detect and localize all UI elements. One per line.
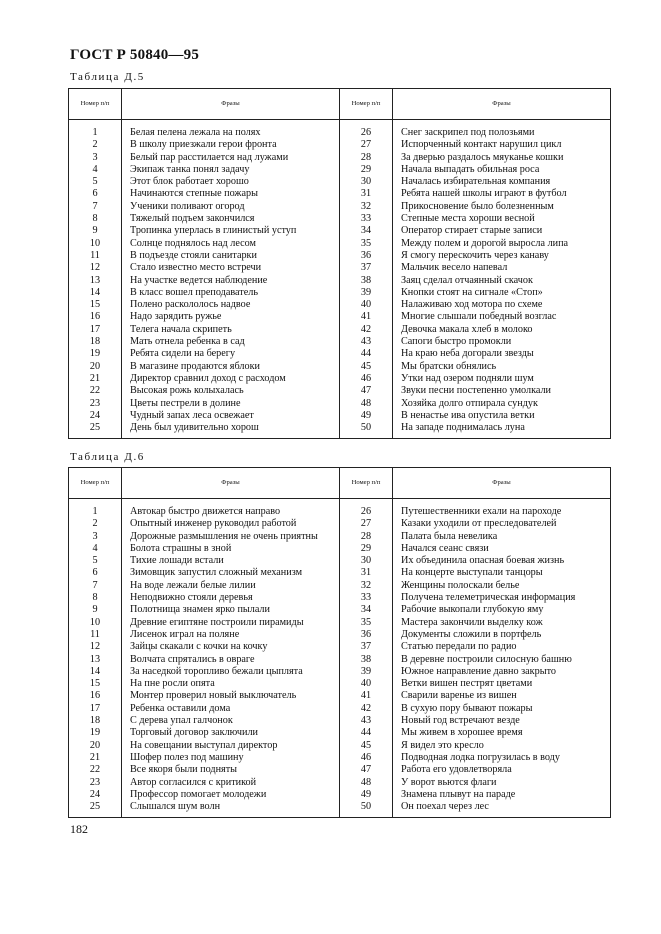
phrase-cell: Мы живем в хорошее время xyxy=(393,727,611,739)
phrase-cell: Шофер полез под машину xyxy=(122,752,340,764)
table-row xyxy=(69,592,611,604)
phrase-cell: Белый пар расстилается над лужами xyxy=(122,152,340,164)
phrase-cell: Дорожные размышления не очень приятны xyxy=(122,531,340,543)
spacer-cell xyxy=(122,499,340,507)
table-d6 xyxy=(68,467,611,818)
phrase-cell: Степные места хороши весной xyxy=(393,213,611,225)
table-row xyxy=(69,176,611,188)
phrase-cell: Ребенка оставили дома xyxy=(122,703,340,715)
table-row xyxy=(69,727,611,739)
row-number: 32 xyxy=(340,201,393,213)
phrase-cell: На концерте выступали танцоры xyxy=(393,567,611,579)
table-row xyxy=(69,617,611,629)
row-number: 33 xyxy=(340,592,393,604)
row-number: 5 xyxy=(69,555,122,567)
row-number: 45 xyxy=(340,740,393,752)
row-number: 19 xyxy=(69,727,122,739)
table-row xyxy=(69,678,611,690)
phrase-cell: Экипаж танка понял задачу xyxy=(122,164,340,176)
phrase-cell: Документы сложили в портфель xyxy=(393,629,611,641)
row-number: 37 xyxy=(340,641,393,653)
phrase-cell: Рабочие выкопали глубокую яму xyxy=(393,604,611,616)
table-row xyxy=(69,336,611,348)
row-number: 20 xyxy=(69,361,122,373)
table-row xyxy=(69,164,611,176)
row-number: 45 xyxy=(340,361,393,373)
table-row xyxy=(69,531,611,543)
table-row xyxy=(69,238,611,250)
table-end-cell xyxy=(69,434,122,439)
phrase-cell: Зайцы скакали с кочки на кочку xyxy=(122,641,340,653)
table-row xyxy=(69,361,611,373)
row-number: 27 xyxy=(340,518,393,530)
phrase-cell: Новый год встречают везде xyxy=(393,715,611,727)
row-number: 8 xyxy=(69,213,122,225)
row-number: 13 xyxy=(69,275,122,287)
page-number: 182 xyxy=(70,822,88,836)
table-row xyxy=(69,715,611,727)
table-row xyxy=(69,398,611,410)
table-row xyxy=(69,262,611,274)
table-row xyxy=(69,299,611,311)
row-number: 42 xyxy=(340,703,393,715)
table-d5 xyxy=(68,88,611,439)
row-number: 18 xyxy=(69,336,122,348)
table-end-cell xyxy=(393,813,611,818)
table-row xyxy=(69,641,611,653)
phrase-cell: Ребята сидели на берегу xyxy=(122,348,340,360)
table-row xyxy=(69,287,611,299)
row-number: 28 xyxy=(340,531,393,543)
table-row xyxy=(69,580,611,592)
phrase-cell: В класс вошел преподаватель xyxy=(122,287,340,299)
phrase-cell: Этот блок работает хорошо xyxy=(122,176,340,188)
row-number: 24 xyxy=(69,789,122,801)
phrase-cell: Белая пелена лежала на полях xyxy=(122,127,340,139)
table-row xyxy=(69,213,611,225)
phrase-cell: В школу приезжали герои фронта xyxy=(122,139,340,151)
row-number: 31 xyxy=(340,567,393,579)
phrase-cell: Снег заскрипел под полозьями xyxy=(393,127,611,139)
phrase-cell: Девочка макала хлеб в молоко xyxy=(393,324,611,336)
row-number: 18 xyxy=(69,715,122,727)
table-row xyxy=(69,348,611,360)
row-number: 44 xyxy=(340,348,393,360)
phrase-cell: Началась избирательная компания xyxy=(393,176,611,188)
table-row xyxy=(69,139,611,151)
phrase-cell: Заяц сделал отчаянный скачок xyxy=(393,275,611,287)
row-number: 3 xyxy=(69,531,122,543)
phrase-cell: Налаживаю ход мотора по схеме xyxy=(393,299,611,311)
table-row xyxy=(69,789,611,801)
row-number: 5 xyxy=(69,176,122,188)
row-number: 47 xyxy=(340,764,393,776)
table-end-cell xyxy=(122,813,340,818)
phrase-column-header: Фразы xyxy=(393,468,611,499)
row-number: 15 xyxy=(69,678,122,690)
spacer-cell xyxy=(393,120,611,128)
row-number: 17 xyxy=(69,703,122,715)
phrase-cell: На западе поднималась луна xyxy=(393,422,611,434)
row-number: 48 xyxy=(340,398,393,410)
phrase-cell: Ребята нашей школы играют в футбол xyxy=(393,188,611,200)
table-row xyxy=(69,666,611,678)
number-column-header: Номер п/п xyxy=(340,468,393,499)
row-number: 42 xyxy=(340,324,393,336)
phrase-cell: Их объединила опасная боевая жизнь xyxy=(393,555,611,567)
phrase-cell: Автор согласился с критикой xyxy=(122,777,340,789)
row-number: 30 xyxy=(340,176,393,188)
row-number: 36 xyxy=(340,629,393,641)
table-row xyxy=(69,250,611,262)
table-d5-caption: Таблица Д.5 xyxy=(70,71,145,83)
phrase-cell: Неподвижно стояли деревья xyxy=(122,592,340,604)
table-row xyxy=(69,777,611,789)
row-number: 38 xyxy=(340,654,393,666)
spacer-cell xyxy=(69,499,122,507)
row-number: 1 xyxy=(69,127,122,139)
row-number: 49 xyxy=(340,410,393,422)
row-number: 16 xyxy=(69,311,122,323)
table-row xyxy=(69,801,611,813)
phrase-cell: Болота страшны в зной xyxy=(122,543,340,555)
row-number: 24 xyxy=(69,410,122,422)
table-row xyxy=(69,555,611,567)
table-row xyxy=(69,703,611,715)
table-row xyxy=(69,385,611,397)
phrase-cell: В магазине продаются яблоки xyxy=(122,361,340,373)
row-number: 31 xyxy=(340,188,393,200)
table-row xyxy=(69,275,611,287)
row-number: 50 xyxy=(340,422,393,434)
row-number: 40 xyxy=(340,299,393,311)
row-number: 20 xyxy=(69,740,122,752)
table-row xyxy=(69,410,611,422)
row-number: 44 xyxy=(340,727,393,739)
table-row xyxy=(69,543,611,555)
phrase-cell: В подъезде стояли санитарки xyxy=(122,250,340,262)
row-number: 37 xyxy=(340,262,393,274)
row-number: 3 xyxy=(69,152,122,164)
row-number: 22 xyxy=(69,764,122,776)
row-number: 21 xyxy=(69,373,122,385)
phrase-cell: Он поехал через лес xyxy=(393,801,611,813)
table-row xyxy=(69,188,611,200)
row-number: 30 xyxy=(340,555,393,567)
table-end-row xyxy=(69,813,611,818)
row-number: 1 xyxy=(69,506,122,518)
number-column-header: Номер п/п xyxy=(340,89,393,120)
phrase-cell: Волчата спрятались в овраге xyxy=(122,654,340,666)
row-number: 8 xyxy=(69,592,122,604)
row-number: 10 xyxy=(69,238,122,250)
row-number: 35 xyxy=(340,617,393,629)
table-row xyxy=(69,629,611,641)
row-number: 25 xyxy=(69,422,122,434)
phrase-cell: Путешественники ехали на пароходе xyxy=(393,506,611,518)
spacer-cell xyxy=(122,120,340,128)
phrase-cell: Кнопки стоят на сигнале «Стоп» xyxy=(393,287,611,299)
row-number: 22 xyxy=(69,385,122,397)
phrase-cell: В деревне построили силосную башню xyxy=(393,654,611,666)
phrase-cell: Полено раскололось надвое xyxy=(122,299,340,311)
row-number: 15 xyxy=(69,299,122,311)
row-number: 47 xyxy=(340,385,393,397)
phrase-cell: Цветы пестрели в долине xyxy=(122,398,340,410)
phrase-cell: За дверью раздалось мяуканье кошки xyxy=(393,152,611,164)
row-number: 48 xyxy=(340,777,393,789)
phrase-cell: Ученики поливают огород xyxy=(122,201,340,213)
phrase-cell: Ветки вишен пестрят цветами xyxy=(393,678,611,690)
row-number: 28 xyxy=(340,152,393,164)
spacer-cell xyxy=(393,499,611,507)
row-number: 11 xyxy=(69,250,122,262)
spacer-cell xyxy=(340,499,393,507)
row-number: 41 xyxy=(340,311,393,323)
table-row xyxy=(69,690,611,702)
row-number: 39 xyxy=(340,287,393,299)
row-number: 6 xyxy=(69,188,122,200)
phrase-cell: За наседкой торопливо бежали цыплята xyxy=(122,666,340,678)
phrase-cell: Лисенок играл на поляне xyxy=(122,629,340,641)
spacer-cell xyxy=(69,120,122,128)
table-row xyxy=(69,654,611,666)
row-number: 46 xyxy=(340,373,393,385)
table-row xyxy=(69,422,611,434)
row-number: 11 xyxy=(69,629,122,641)
phrase-cell: Директор сравнил доход с расходом xyxy=(122,373,340,385)
phrase-cell: Испорченный контакт нарушил цикл xyxy=(393,139,611,151)
table-row xyxy=(69,127,611,139)
phrase-cell: Я видел это кресло xyxy=(393,740,611,752)
row-number: 36 xyxy=(340,250,393,262)
row-number: 34 xyxy=(340,225,393,237)
phrase-cell: Начала выпадать обильная роса xyxy=(393,164,611,176)
phrase-cell: На краю неба догорали звезды xyxy=(393,348,611,360)
row-number: 12 xyxy=(69,641,122,653)
phrase-cell: Казаки уходили от преследователей xyxy=(393,518,611,530)
table-row xyxy=(69,373,611,385)
row-number: 2 xyxy=(69,518,122,530)
phrase-cell: Тропинка уперлась в глинистый уступ xyxy=(122,225,340,237)
row-number: 4 xyxy=(69,543,122,555)
phrase-cell: На воде лежали белые лилии xyxy=(122,580,340,592)
table-d6-caption: Таблица Д.6 xyxy=(70,451,145,463)
table-row xyxy=(69,764,611,776)
row-number: 29 xyxy=(340,543,393,555)
row-number: 13 xyxy=(69,654,122,666)
spacer-row xyxy=(69,120,611,128)
row-number: 7 xyxy=(69,201,122,213)
row-number: 38 xyxy=(340,275,393,287)
row-number: 35 xyxy=(340,238,393,250)
table-row xyxy=(69,324,611,336)
phrase-cell: Мастера закончили выделку кож xyxy=(393,617,611,629)
phrase-cell: Слышался шум волн xyxy=(122,801,340,813)
phrase-cell: Женщины полоскали белье xyxy=(393,580,611,592)
phrase-cell: Сапоги быстро промокли xyxy=(393,336,611,348)
row-number: 29 xyxy=(340,164,393,176)
row-number: 6 xyxy=(69,567,122,579)
table-row xyxy=(69,152,611,164)
phrase-cell: Полотнища знамен ярко пылали xyxy=(122,604,340,616)
phrase-cell: Солнце поднялось над лесом xyxy=(122,238,340,250)
phrase-cell: Хозяйка долго отпирала сундук xyxy=(393,398,611,410)
table-row xyxy=(69,506,611,518)
phrase-cell: Звуки песни постепенно умолкали xyxy=(393,385,611,397)
row-number: 9 xyxy=(69,225,122,237)
table-body xyxy=(69,499,611,818)
phrase-cell: На совещании выступал директор xyxy=(122,740,340,752)
row-number: 10 xyxy=(69,617,122,629)
row-number: 43 xyxy=(340,715,393,727)
row-number: 49 xyxy=(340,789,393,801)
row-number: 7 xyxy=(69,580,122,592)
document-header: ГОСТ Р 50840—95 xyxy=(70,47,200,63)
phrase-cell: Древние египтяне построили пирамиды xyxy=(122,617,340,629)
phrase-cell: Торговый договор заключили xyxy=(122,727,340,739)
spacer-cell xyxy=(340,120,393,128)
phrase-cell: Зимовщик запустил сложный механизм xyxy=(122,567,340,579)
table-row xyxy=(69,225,611,237)
number-column-header: Номер п/п xyxy=(69,468,122,499)
row-number: 50 xyxy=(340,801,393,813)
spacer-row xyxy=(69,499,611,507)
table-row xyxy=(69,567,611,579)
phrase-cell: Многие слышали победный возглас xyxy=(393,311,611,323)
row-number: 19 xyxy=(69,348,122,360)
phrase-cell: На участке ведется наблюдение xyxy=(122,275,340,287)
phrase-cell: Автокар быстро движется направо xyxy=(122,506,340,518)
row-number: 32 xyxy=(340,580,393,592)
row-number: 16 xyxy=(69,690,122,702)
row-number: 43 xyxy=(340,336,393,348)
table-row xyxy=(69,201,611,213)
row-number: 14 xyxy=(69,287,122,299)
phrase-cell: Высокая рожь колыхалась xyxy=(122,385,340,397)
table-row xyxy=(69,518,611,530)
table-row xyxy=(69,311,611,323)
phrase-cell: Все якоря были подняты xyxy=(122,764,340,776)
table-end-row xyxy=(69,434,611,439)
row-number: 41 xyxy=(340,690,393,702)
table-row xyxy=(69,740,611,752)
row-number: 33 xyxy=(340,213,393,225)
phrase-cell: Мать отнела ребенка в сад xyxy=(122,336,340,348)
row-number: 46 xyxy=(340,752,393,764)
table-header-row xyxy=(69,468,611,499)
phrase-cell: На пне росли опята xyxy=(122,678,340,690)
phrase-cell: Профессор помогает молодежи xyxy=(122,789,340,801)
phrase-cell: В ненастье ива опустила ветки xyxy=(393,410,611,422)
phrase-cell: Телега начала скрипеть xyxy=(122,324,340,336)
row-number: 39 xyxy=(340,666,393,678)
phrase-cell: Утки над озером подняли шум xyxy=(393,373,611,385)
phrase-cell: Опытный инженер руководил работой xyxy=(122,518,340,530)
row-number: 26 xyxy=(340,506,393,518)
row-number: 21 xyxy=(69,752,122,764)
phrase-cell: Мы братски обнялись xyxy=(393,361,611,373)
row-number: 25 xyxy=(69,801,122,813)
phrase-cell: Мальчик весело напевал xyxy=(393,262,611,274)
table-end-cell xyxy=(69,813,122,818)
table-row xyxy=(69,604,611,616)
phrase-column-header: Фразы xyxy=(122,468,340,499)
phrase-cell: У ворот вьются флаги xyxy=(393,777,611,789)
phrase-cell: Южное направление давно закрыто xyxy=(393,666,611,678)
phrase-cell: Между полем и дорогой выросла липа xyxy=(393,238,611,250)
phrase-cell: Сварили варенье из вишен xyxy=(393,690,611,702)
table-end-cell xyxy=(340,813,393,818)
phrase-cell: Работа его удовлетворяла xyxy=(393,764,611,776)
phrase-cell: Статью передали по радио xyxy=(393,641,611,653)
table-end-cell xyxy=(122,434,340,439)
row-number: 14 xyxy=(69,666,122,678)
phrase-cell: Надо зарядить ружье xyxy=(122,311,340,323)
phrase-cell: День был удивительно хорош xyxy=(122,422,340,434)
phrase-cell: В сухую пору бывают пожары xyxy=(393,703,611,715)
phrase-cell: Чудный запах леса освежает xyxy=(122,410,340,422)
row-number: 34 xyxy=(340,604,393,616)
table-row xyxy=(69,752,611,764)
table-end-cell xyxy=(393,434,611,439)
phrase-column-header: Фразы xyxy=(122,89,340,120)
row-number: 23 xyxy=(69,398,122,410)
phrase-cell: Начинаются степные пожары xyxy=(122,188,340,200)
phrase-column-header: Фразы xyxy=(393,89,611,120)
row-number: 40 xyxy=(340,678,393,690)
row-number: 4 xyxy=(69,164,122,176)
phrase-cell: Получена телеметрическая информация xyxy=(393,592,611,604)
row-number: 17 xyxy=(69,324,122,336)
table-header-row xyxy=(69,89,611,120)
number-column-header: Номер п/п xyxy=(69,89,122,120)
phrase-cell: Начался сеанс связи xyxy=(393,543,611,555)
row-number: 12 xyxy=(69,262,122,274)
row-number: 9 xyxy=(69,604,122,616)
phrase-cell: С дерева упал галчонок xyxy=(122,715,340,727)
phrase-cell: Прикосновение было болезненным xyxy=(393,201,611,213)
row-number: 27 xyxy=(340,139,393,151)
row-number: 2 xyxy=(69,139,122,151)
phrase-cell: Стало известно место встречи xyxy=(122,262,340,274)
phrase-cell: Я смогу перескочить через канаву xyxy=(393,250,611,262)
table-end-cell xyxy=(340,434,393,439)
phrase-cell: Оператор стирает старые записи xyxy=(393,225,611,237)
phrase-cell: Тихие лошади встали xyxy=(122,555,340,567)
table-body xyxy=(69,120,611,439)
phrase-cell: Палата была невелика xyxy=(393,531,611,543)
row-number: 26 xyxy=(340,127,393,139)
row-number: 23 xyxy=(69,777,122,789)
phrase-cell: Подводная лодка погрузилась в воду xyxy=(393,752,611,764)
phrase-cell: Знамена плывут на параде xyxy=(393,789,611,801)
phrase-cell: Тяжелый подъем закончился xyxy=(122,213,340,225)
phrase-cell: Монтер проверил новый выключатель xyxy=(122,690,340,702)
